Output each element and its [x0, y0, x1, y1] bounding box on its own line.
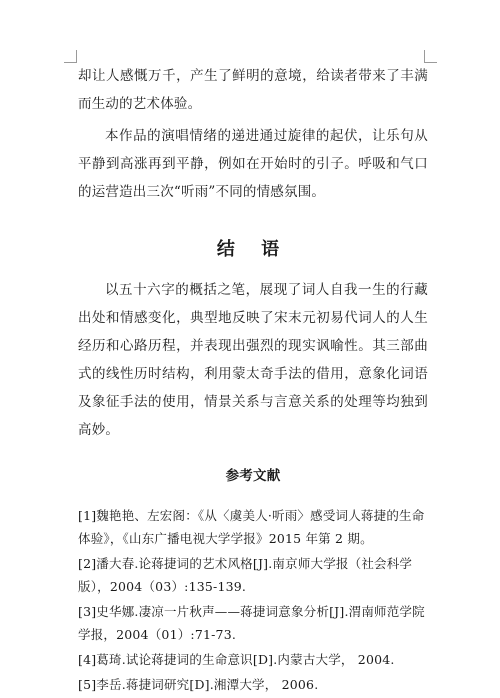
reference-item: [1]魏艳艳、左宏阁：《从〈虞美人·听雨〉感受词人蒋捷的生命体验》，《山东广播电视大学学报》2015 年第 2 期。: [78, 508, 425, 546]
reference-item: [4]葛琦.试论蒋捷词的生命意识[D].内蒙古大学， 2004.: [78, 652, 395, 667]
references-heading: 参考文献: [225, 468, 281, 484]
margin-corner-mark-top-left: [64, 50, 77, 63]
reference-list: [78, 504, 428, 696]
reference-item: [3]史华娜.凄凉一片秋声——蒋捷词意象分析[J].渭南师范学院学报，2004（01）:71-73.: [78, 604, 425, 642]
section-title-conclusion: 结 语: [216, 239, 290, 260]
body-paragraph-continued: 却让人感慨万千，产生了鲜明的意境，给读者带来了丰满而生动的艺术体验。: [78, 68, 428, 112]
reference-item: [5]李岳.蒋捷词研究[D].湘潭大学， 2006.: [78, 677, 319, 692]
reference-item: [2]潘大春.论蒋捷词的艺术风格[J].南京师大学报（社会科学版），2004（03）:135-139.: [78, 556, 413, 594]
page-content: [78, 62, 428, 698]
conclusion-paragraph: 以五十六字的概括之笔，展现了词人自我一生的行藏出处和情感变化，典型地反映了宋末元初易代词人的人生经历和心路历程，并表现出强烈的现实讽喻性。其三部曲式的线性历时结构，利用蒙太奇手法的借用，意象化词语及象征手法的使用，情景关系与言意关系的处理等均独到高妙。: [78, 282, 428, 438]
body-paragraph-performance: 本作品的演唱情绪的递进通过旋律的起伏，让乐句从平静到高涨再到平静，例如在开始时的引子。呼吸和气口的运营造出三次“听雨”不同的情感氛围。: [78, 128, 428, 200]
